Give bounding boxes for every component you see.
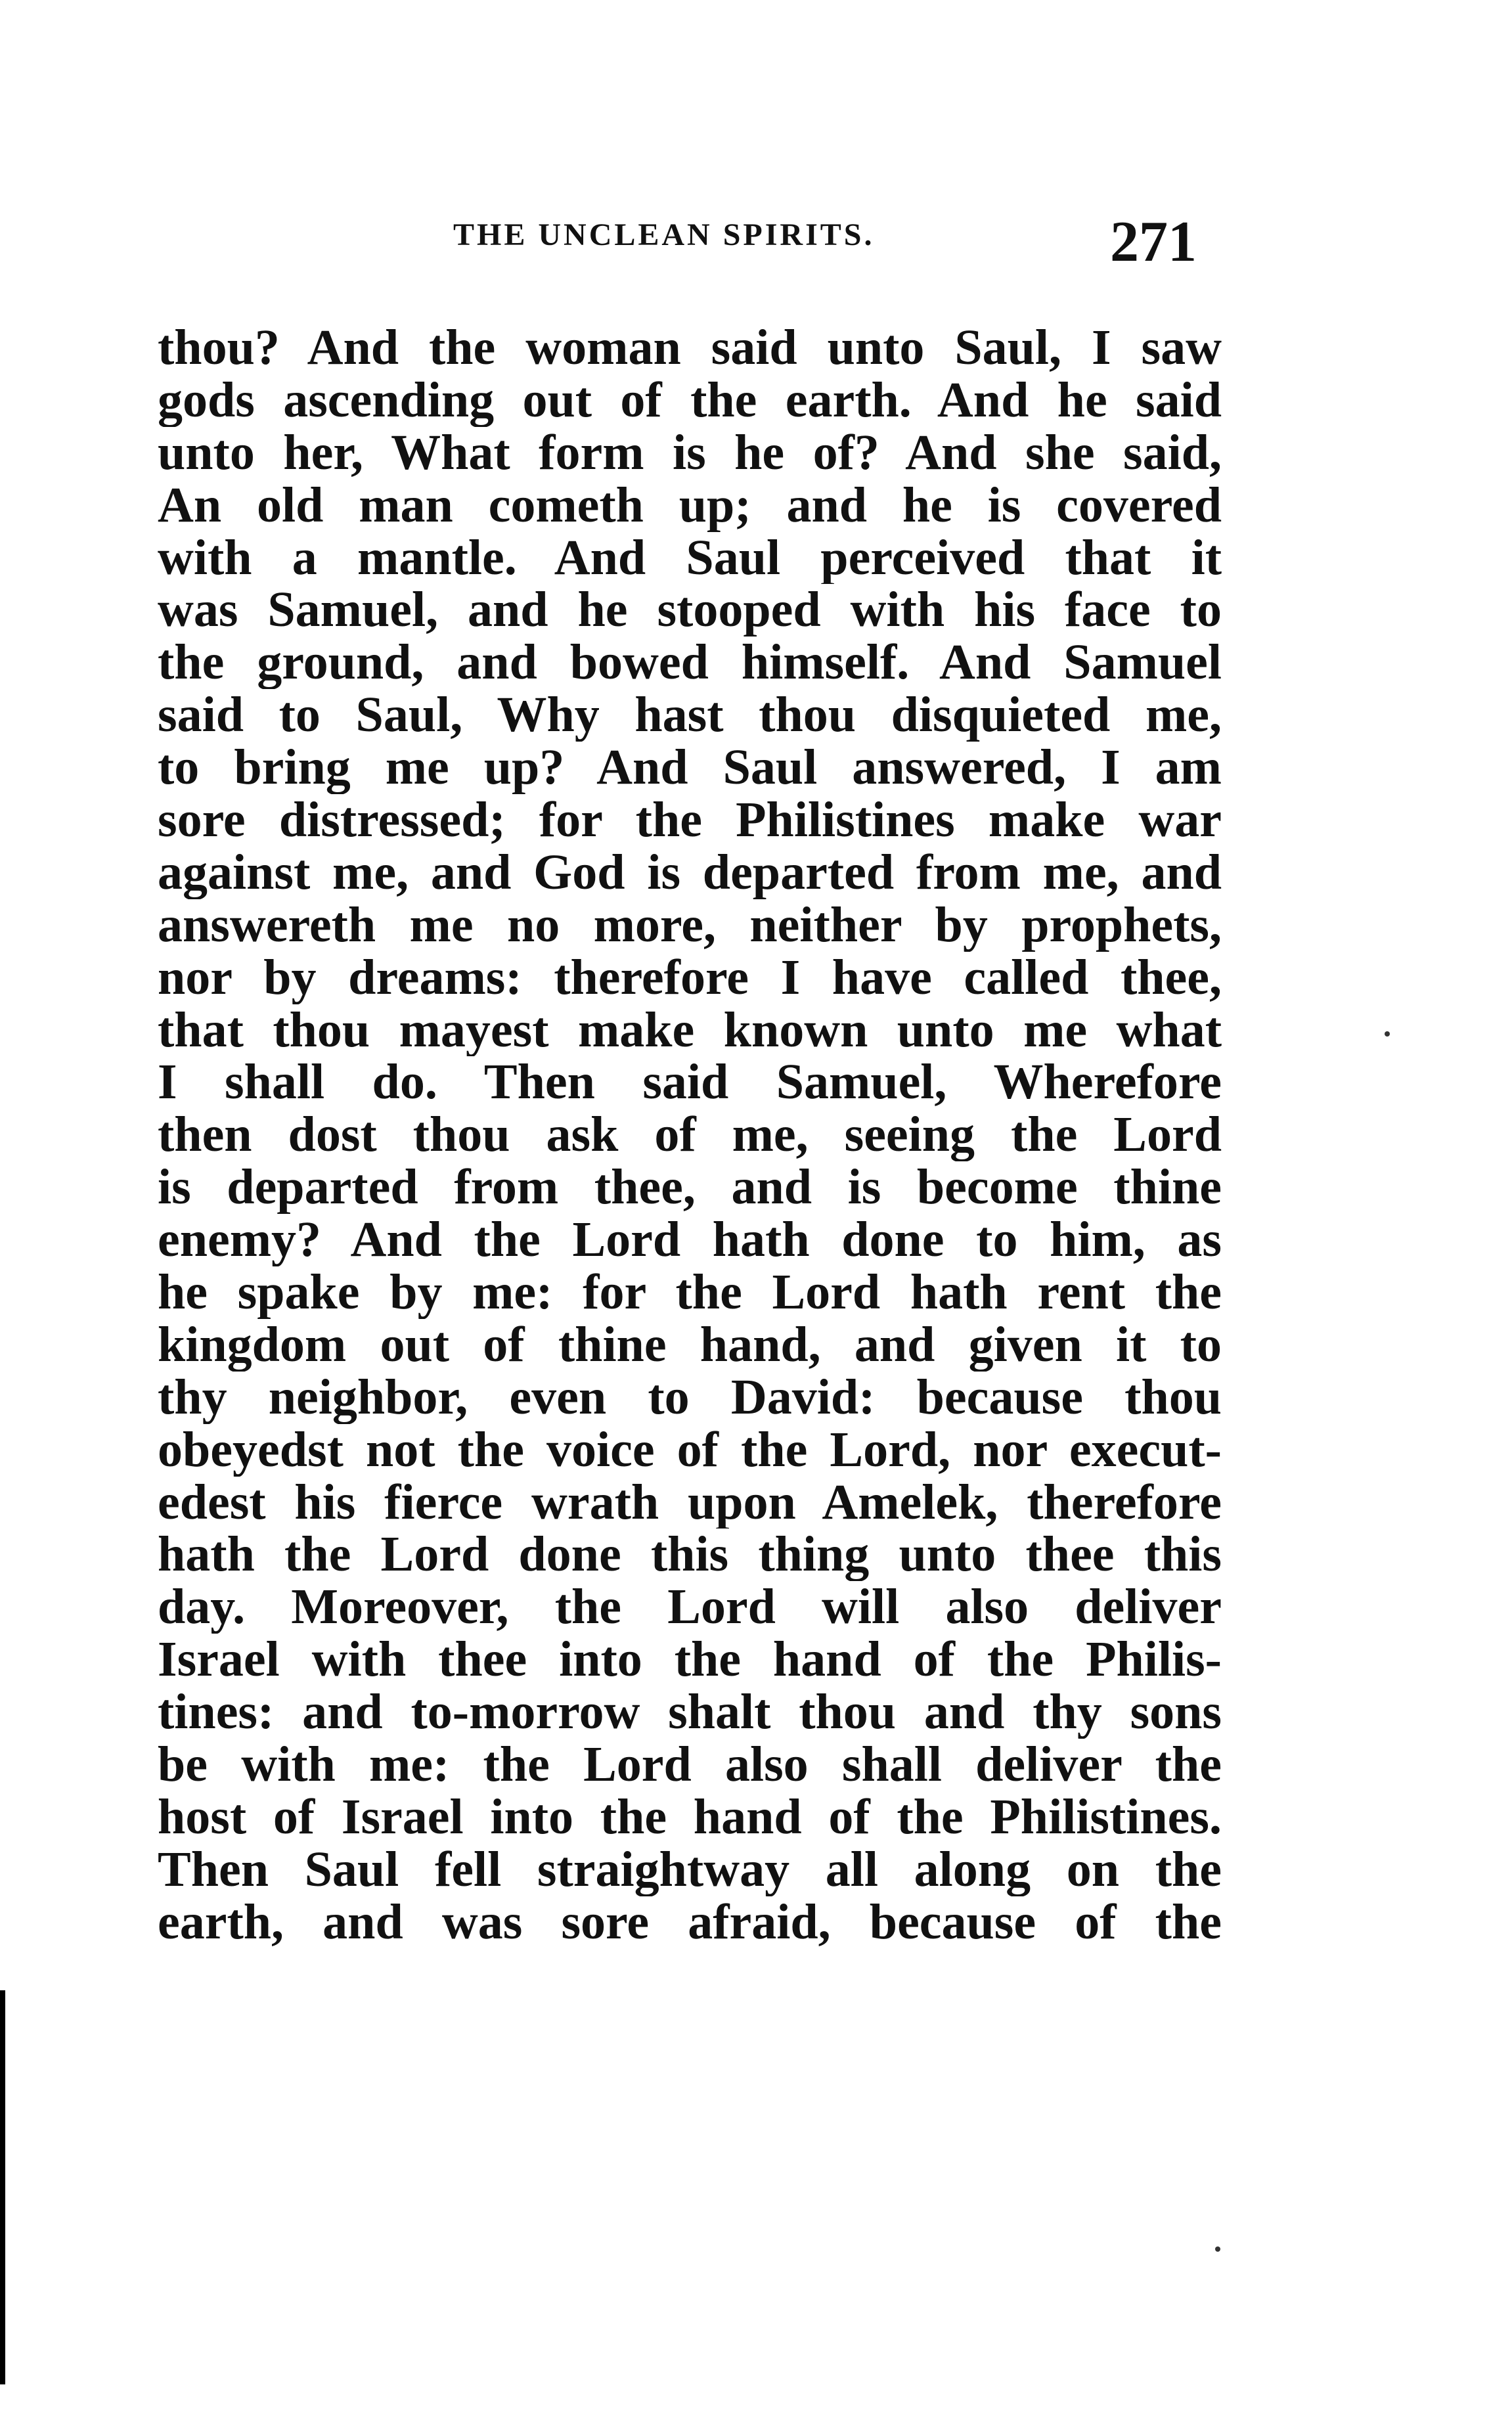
text-line: then dost thou ask of me, seeing the Lord [158, 1109, 1222, 1162]
text-line: host of Israel into the hand of the Philistines. [158, 1791, 1222, 1844]
running-head: THE UNCLEAN SPIRITS. [453, 217, 875, 252]
text-line: thou? And the woman said unto Saul, I saw [158, 322, 1222, 374]
text-line: that thou mayest make known unto me what [158, 1004, 1222, 1057]
text-line: sore distressed; for the Philistines make war [158, 794, 1222, 847]
text-line: unto her, What form is he of? And she said, [158, 426, 1222, 480]
text-line: was Samuel, and he stooped with his face to [158, 584, 1222, 637]
scan-speck [1215, 2246, 1220, 2252]
text-line: edest his fierce wrath upon Amelek, therefore [158, 1476, 1222, 1529]
scan-edge-rule [0, 1990, 5, 2384]
text-line: day. Moreover, the Lord will also deliver [158, 1581, 1222, 1634]
text-line: An old man cometh up; and he is covered [158, 479, 1222, 532]
text-line: against me, and God is departed from me, and [158, 846, 1222, 899]
text-line: obeyedst not the voice of the Lord, nor execut- [158, 1423, 1222, 1477]
text-line: nor by dreams: therefore I have called thee, [158, 951, 1222, 1004]
text-line: kingdom out of thine hand, and given it to [158, 1318, 1222, 1372]
text-line: said to Saul, Why hast thou disquieted me, [158, 689, 1222, 742]
text-line: with a mantle. And Saul perceived that it [158, 531, 1222, 585]
text-line: tines: and to-morrow shalt thou and thy sons [158, 1686, 1222, 1739]
text-line: hath the Lord done this thing unto thee this [158, 1529, 1222, 1582]
text-line: enemy? And the Lord hath done to him, as [158, 1214, 1222, 1267]
text-line: be with me: the Lord also shall deliver the [158, 1739, 1222, 1791]
text-line: is departed from thee, and is become thine [158, 1161, 1222, 1215]
text-line: answereth me no more, neither by prophets, [158, 899, 1222, 952]
body-text [158, 322, 1222, 1949]
text-line: he spake by me: for the Lord hath rent the [158, 1266, 1222, 1319]
page-number: 271 [1110, 210, 1197, 274]
text-line: Israel with thee into the hand of the Philis- [158, 1634, 1222, 1687]
scan-speck [1385, 1031, 1390, 1037]
text-line: to bring me up? And Saul answered, I am [158, 742, 1222, 795]
text-line: thy neighbor, even to David: because thou [158, 1371, 1222, 1424]
text-line: I shall do. Then said Samuel, Wherefore [158, 1056, 1222, 1109]
text-line: gods ascending out of the earth. And he said [158, 374, 1222, 427]
text-line: the ground, and bowed himself. And Samuel [158, 636, 1222, 690]
text-line: Then Saul fell straightway all along on the [158, 1843, 1222, 1896]
text-line: earth, and was sore afraid, because of the [158, 1896, 1222, 1949]
